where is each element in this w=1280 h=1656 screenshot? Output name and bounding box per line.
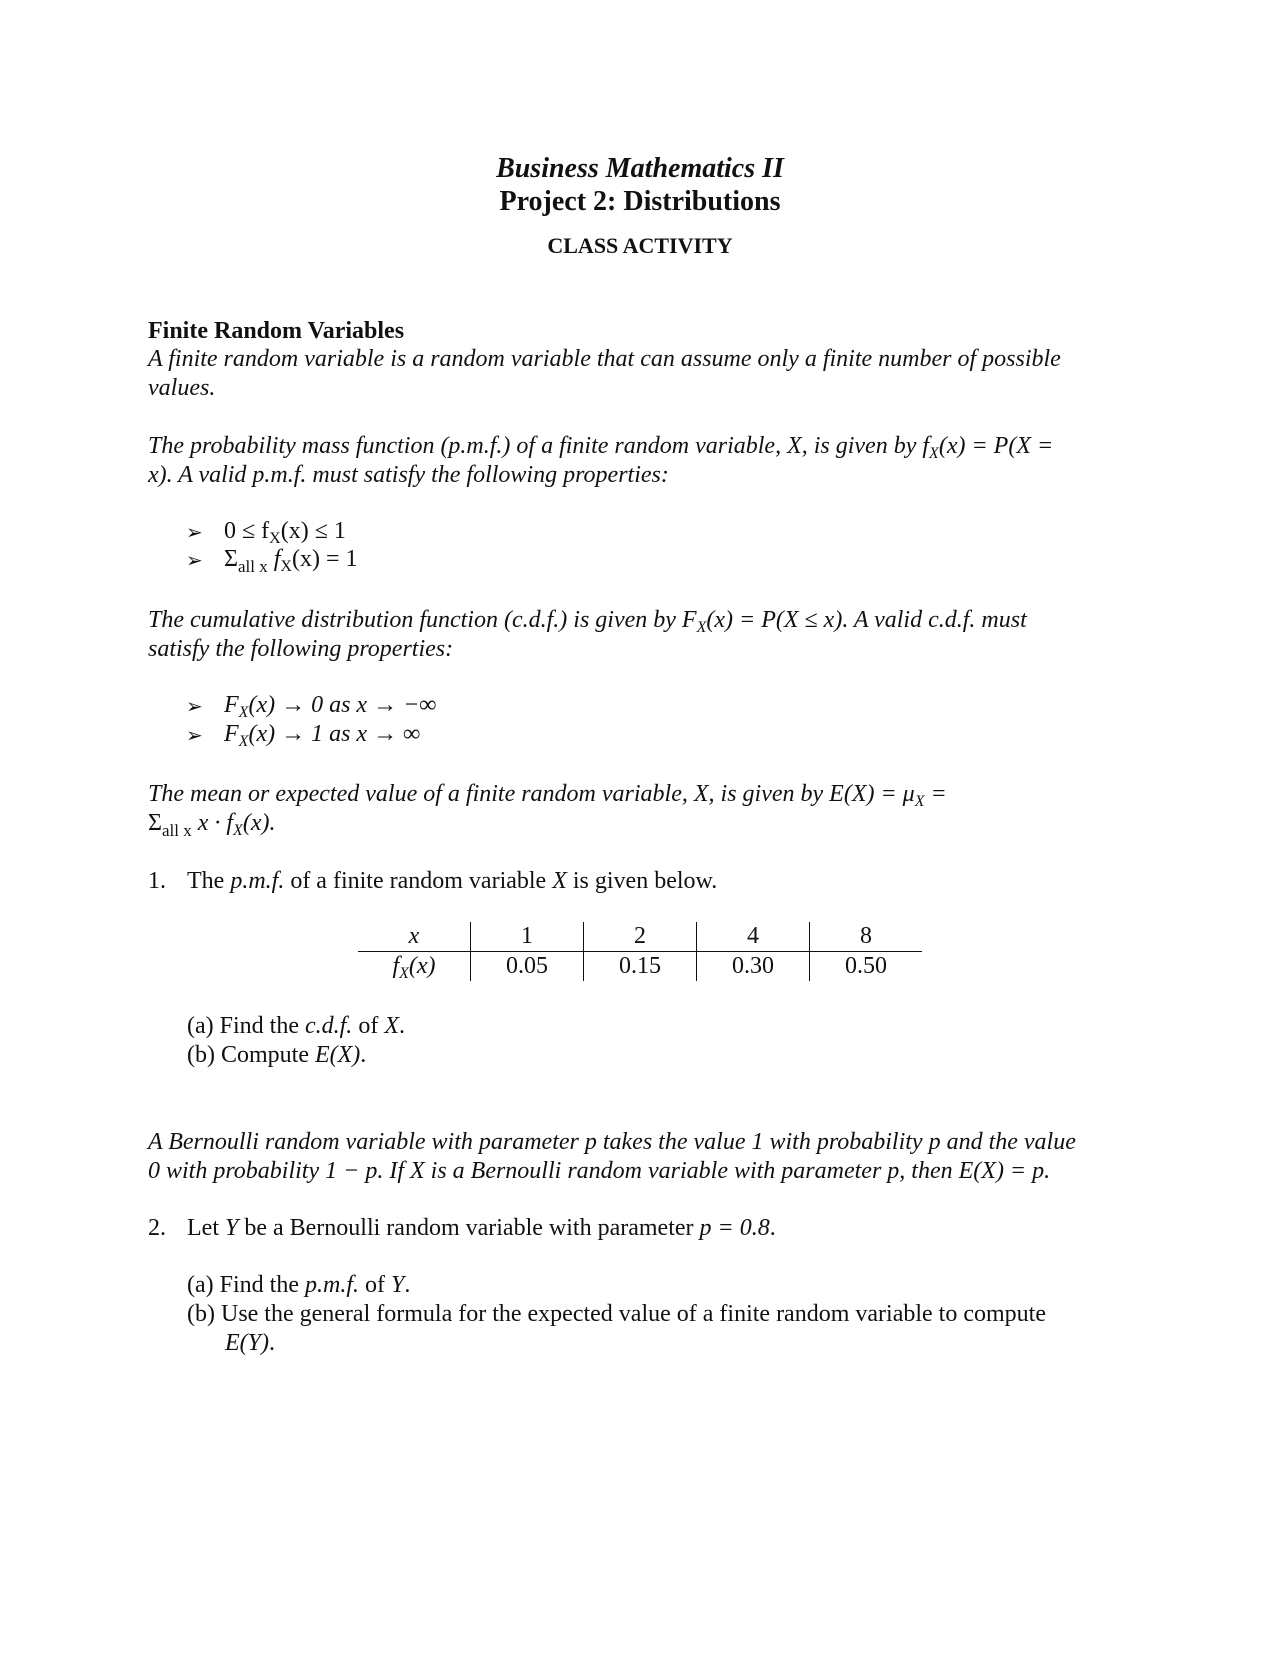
definition-line-1: A finite random variable is a random variable that can assume only a finite number of possible <box>148 346 1061 372</box>
p2-text-b: be a Bernoulli random variable with parameter <box>238 1215 700 1241</box>
pmf-intro-f: f <box>922 433 930 459</box>
problem-1-part-b <box>187 1040 366 1070</box>
activity-label: CLASS ACTIVITY <box>547 233 733 258</box>
mean-line2-rest: (x). <box>242 810 276 836</box>
pmf-prop1-sub: X <box>269 530 281 547</box>
pmf-property-1 <box>224 516 346 546</box>
bullet-arrow-icon: ➢ <box>186 550 203 572</box>
pmf-intro-line-1 <box>148 431 1053 461</box>
course-title: Business Mathematics II <box>496 153 784 184</box>
definition-line-2: values. <box>148 375 216 401</box>
sigma-subscript: all x <box>161 821 192 840</box>
table-header-f: f <box>392 953 400 979</box>
bern-line2-math: 1 − p <box>325 1158 378 1184</box>
sigma-subscript: all x <box>237 557 268 576</box>
bernoulli-line-1: A Bernoulli random variable with parameter p takes the value 1 with probability p and the value <box>148 1129 1076 1155</box>
bullet-arrow-icon: ➢ <box>186 725 203 747</box>
bern-line2-math2: E(X) = p <box>958 1158 1045 1184</box>
table-row-fx <box>358 952 922 982</box>
problem-2-part-b-line-2 <box>225 1328 275 1358</box>
cdf-intro-rest: (x) = P(X ≤ x). A valid c.d.f. must <box>706 607 1027 633</box>
pmf-prop2-f: f <box>267 546 281 572</box>
mean-line2-fsub: X <box>233 822 243 839</box>
cdf-property-1 <box>224 690 436 720</box>
bullet-arrow-icon: ➢ <box>186 522 203 544</box>
bernoulli-line-2 <box>148 1156 1050 1186</box>
project-title: Project 2: Distributions <box>499 186 781 217</box>
p1a-of: of <box>352 1013 385 1039</box>
cdf-intro-text: The cumulative distribution function (c.d.f.) is given by F <box>148 607 697 633</box>
table-cell-prob: 0.30 <box>697 952 810 982</box>
p2-text-a: Let <box>187 1215 225 1241</box>
problem-1-number: 1. <box>148 868 166 894</box>
p1b-expr: E(X) <box>314 1042 361 1068</box>
table-cell-x: 8 <box>810 922 923 952</box>
problem-2-statement <box>187 1213 776 1243</box>
table-header-x: x <box>358 922 471 952</box>
table-cell-prob: 0.05 <box>471 952 584 982</box>
cdf-intro-sub: X <box>696 619 707 636</box>
p2a-label: (a) Find the <box>187 1272 305 1298</box>
table-cell-x: 1 <box>471 922 584 952</box>
sigma-symbol: Σ <box>224 546 238 572</box>
bullet-arrow-icon: ➢ <box>186 696 203 718</box>
table-header-rest: (x) <box>408 953 436 979</box>
p2a-of: of <box>358 1272 391 1298</box>
pmf-prop2-fsub: X <box>280 558 292 575</box>
problem-2-number: 2. <box>148 1215 166 1241</box>
table-row-x <box>358 922 922 952</box>
mean-intro-text: The mean or expected value of a finite random variable, X, is given by E(X) = μ <box>148 781 915 807</box>
pmf-property-2 <box>224 544 357 574</box>
pmf-intro-rest: (x) = P(X = <box>938 433 1054 459</box>
cdf-prop2-right: (x) → 1 as x → ∞ <box>248 721 421 747</box>
cdf-prop1-left: F <box>224 692 239 718</box>
table-cell-x: 4 <box>697 922 810 952</box>
table-cell-x: 2 <box>584 922 697 952</box>
table-header-sub: X <box>399 965 409 982</box>
p2a-pmf: p.m.f. <box>304 1272 359 1298</box>
pmf-prop2-right: (x) = 1 <box>291 546 358 572</box>
pmf-intro-line-2: x). A valid p.m.f. must satisfy the following properties: <box>148 462 669 488</box>
p1-text-pmf: p.m.f. <box>230 868 285 894</box>
problem-2-part-b-line-1: (b) Use the general formula for the expected value of a finite random variable to compute <box>187 1301 1046 1327</box>
p2a-end: . <box>404 1272 411 1298</box>
problem-2-part-a <box>187 1270 410 1300</box>
cdf-property-2 <box>224 719 420 749</box>
table-cell-prob: 0.15 <box>584 952 697 982</box>
bern-line2-b: . If X is a Bernoulli random variable with parameter p, then <box>377 1158 959 1184</box>
pmf-prop1-left: 0 ≤ f <box>224 518 270 544</box>
mean-intro-line-1 <box>148 779 947 809</box>
p2-text-c: . <box>769 1215 776 1241</box>
problem-1-statement <box>187 866 717 896</box>
p1-text-a: The <box>187 868 231 894</box>
sigma-symbol: Σ <box>148 810 162 836</box>
p1a-cdf: c.d.f. <box>304 1013 353 1039</box>
bern-line2-c: . <box>1044 1158 1051 1184</box>
p1b-label: (b) Compute <box>187 1042 315 1068</box>
p1-text-c: is given below. <box>566 868 718 894</box>
p1b-end: . <box>360 1042 367 1068</box>
p2b-expr: E(Y) <box>225 1330 269 1356</box>
p2b-end: . <box>269 1330 275 1356</box>
p1a-x: X <box>384 1013 399 1039</box>
p2a-y: Y <box>390 1272 405 1298</box>
p2-text-param: p = 0.8 <box>699 1215 770 1241</box>
mean-line2-text: x · f <box>191 810 234 836</box>
problem-1-part-a <box>187 1011 405 1041</box>
cdf-prop2-sub: X <box>238 733 249 750</box>
p1-text-x: X <box>552 868 567 894</box>
mean-intro-sub: X <box>914 793 925 810</box>
cdf-intro-line-1 <box>148 605 1027 635</box>
p1a-end: . <box>398 1013 405 1039</box>
mean-intro-line-2 <box>148 808 275 838</box>
pmf-intro-sub: X <box>929 445 939 462</box>
pmf-table <box>358 922 922 981</box>
p1-text-b: of a finite random variable <box>284 868 553 894</box>
mean-intro-rest: = <box>924 781 947 807</box>
table-header-fx <box>358 952 471 982</box>
pmf-intro-text: The probability mass function (p.m.f.) of a finite random variable, X, is given by <box>148 433 923 459</box>
cdf-intro-line-2: satisfy the following properties: <box>148 636 454 662</box>
section-heading: Finite Random Variables <box>148 318 405 344</box>
cdf-prop1-right: (x) → 0 as x → −∞ <box>248 692 437 718</box>
pmf-prop1-right: (x) ≤ 1 <box>280 518 346 544</box>
table-cell-prob: 0.50 <box>810 952 923 982</box>
cdf-prop2-left: F <box>224 721 239 747</box>
p2-text-y: Y <box>224 1215 239 1241</box>
cdf-prop1-sub: X <box>238 704 249 721</box>
p1a-label: (a) Find the <box>187 1013 305 1039</box>
bern-line2-a: 0 with probability <box>148 1158 326 1184</box>
